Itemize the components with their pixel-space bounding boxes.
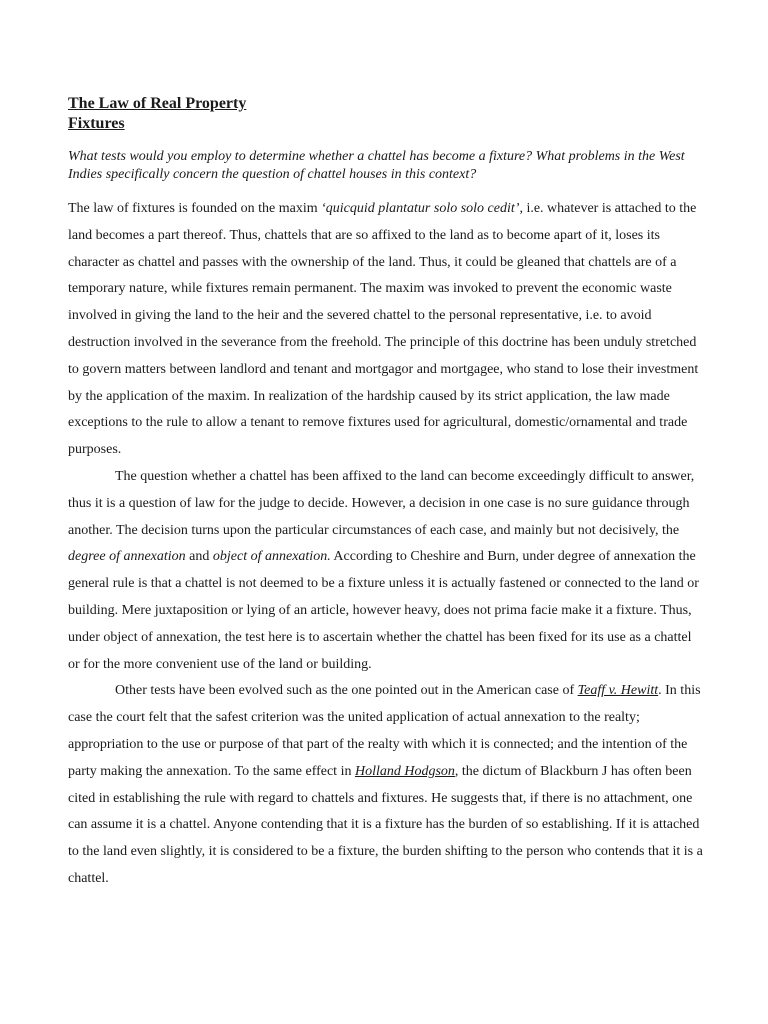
document-subtitle: Fixtures — [68, 115, 125, 132]
paragraph-3 — [68, 678, 704, 892]
title-block — [68, 94, 704, 134]
p1-text-a: The law of fixtures is founded on the maxim — [68, 201, 322, 216]
case-teaff-hewitt: Teaff v. Hewitt — [577, 683, 659, 699]
paragraph-2 — [68, 464, 704, 678]
document-title: The Law of Real Property — [68, 95, 247, 112]
paragraph-1 — [68, 196, 704, 464]
p3-text-c: , the dictum of Blackburn J has often been cited in establishing the rule with regard to chattels and fixtures. He suggests that, if there is no attachment, one can assume it is a chattel. Anyone contending that it is a fixture has the burden of so establishing. If it is attached to the land even slightly, it is considered to be a fixture, the burden shifting to the person who contends that it is a chattel. — [68, 763, 703, 886]
p1-text-b: , i.e. whatever is attached to the land becomes a part thereof. Thus, chattels that are so affixed to the land as to become apart of it, loses its character as chattel and passes with the ownership of the land. Thus, it could be gleaned that chattels are of a temporary nature, while fixtures remain permanent. The maxim was invoked to prevent the economic waste involved in giving the land to the heir and the severed chattel to the personal representative, i.e. to avoid destruction involved in the severance from the freehold. The principle of this doctrine has been unduly stretched to govern matters between landlord and tenant and mortgagor and mortgagee, who stand to lose their investment by the application of the maxim. In realization of the hardship caused by its strict application, the law made exceptions to the rule to allow a tenant to remove fixtures used for agricultural, domestic/ornamental and trade purposes. — [68, 201, 699, 458]
p2-text-b: and — [185, 549, 213, 565]
document-page — [68, 94, 704, 893]
p2-term-degree: degree of annexation — [68, 549, 186, 565]
case-holland-hodgson: Holland Hodgson — [354, 763, 455, 779]
p3-text-a: Other tests have been evolved such as the one pointed out in the American case of — [115, 683, 578, 699]
p2-term-object: object of annexation. — [212, 549, 331, 565]
p3-text-b: . In this case the court felt that the safest criterion was the united application of actual annexation to the realty; appropriation to the use or purpose of that part of the realty with which it is connected; and the intention of the party making the annexation. To the same effect in — [68, 683, 701, 779]
essay-question: What tests would you employ to determine whether a chattel has become a fixture? What problems in the West Indies specifically concern the question of chattel houses in this context? — [68, 149, 685, 182]
p1-maxim: ‘quicquid plantatur solo solo cedit’ — [321, 201, 520, 216]
p2-text-a: The question whether a chattel has been affixed to the land can become exceedingly difficult to answer, thus it is a question of law for the judge to decide. However, a decision in one case is no sure guidance through another. The decision turns upon the particular circumstances of each case, and mainly but not decisively, the — [68, 468, 695, 538]
p2-text-c: According to Cheshire and Burn, under degree of annexation the general rule is that a chattel is not deemed to be a fixture unless it is actually fastened or connected to the land or building. Mere juxtaposition or lying of an article, however heavy, does not prima facie make it a fixture. Thus, under object of annexation, the test here is to ascertain whether the chattel has been fixed for its use as a chattel or for the more convenient use of the land or building. — [68, 549, 699, 672]
